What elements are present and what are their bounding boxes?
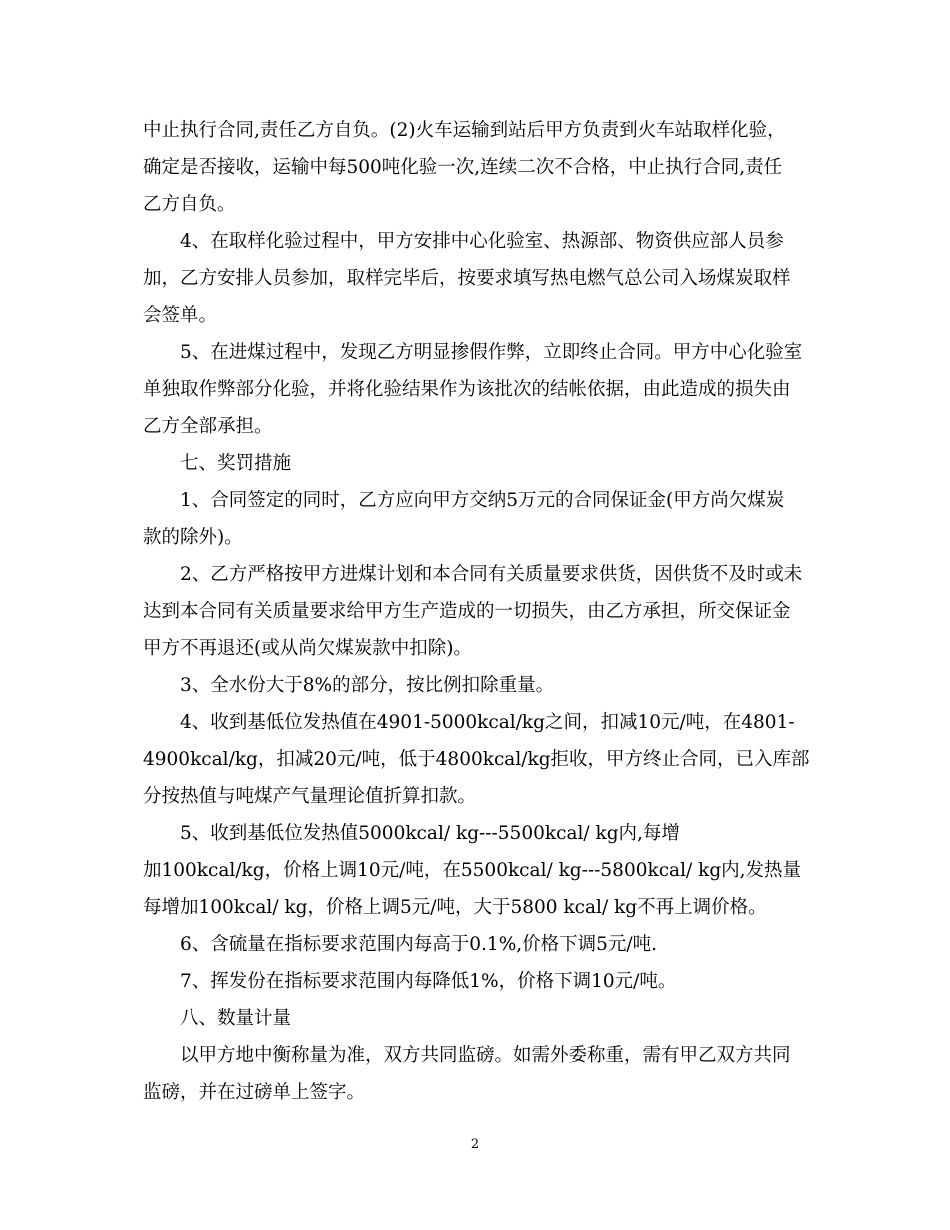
text-line: 达到本合同有关质量要求给甲方生产造成的一切损失，由乙方承担，所交保证金: [143, 601, 791, 622]
text-line: 单独取作弊部分化验，并将化验结果作为该批次的结帐依据，由此造成的损失由: [143, 379, 791, 400]
text-line: 中止执行合同,责任乙方自负。(2)火车运输到站后甲方负责到火车站取样化验，: [143, 120, 786, 141]
text-line: 5、在进煤过程中，发现乙方明显掺假作弊，立即终止合同。甲方中心化验室: [180, 342, 803, 363]
text-line: 以甲方地中衡称量为准，双方共同监磅。如需外委称重，需有甲乙双方共同: [180, 1045, 791, 1066]
text-line: 七、奖罚措施: [180, 453, 292, 474]
text-line: 确定是否接收，运输中每500吨化验一次,连续二次不合格，中止执行合同,责任: [143, 157, 783, 178]
text-line: 3、全水份大于8%的部分，按比例扣除重量。: [180, 675, 555, 696]
text-line: 乙方全部承担。: [143, 416, 273, 437]
text-line: 款的除外)。: [143, 527, 243, 548]
text-line: 4、收到基低位发热值在4901-5000kcal/kg之间，扣减10元/吨，在4801-: [180, 712, 795, 733]
text-line: 6、含硫量在指标要求范围内每高于0.1%,价格下调5元/吨.: [180, 934, 658, 955]
text-line: 2、乙方严格按甲方进煤计划和本合同有关质量要求供货，因供货不及时或未: [180, 564, 803, 585]
text-line: 会签单。: [143, 305, 218, 326]
text-line: 八、数量计量: [180, 1008, 292, 1029]
text-line: 5、收到基低位发热值5000kcal/ kg---5500kcal/ kg内,每增: [180, 823, 680, 844]
text-line: 4、在取样化验过程中，甲方安排中心化验室、热源部、物资供应部人员参: [180, 231, 784, 252]
text-line: 每增加100kcal/ kg，价格上调5元/吨，大于5800 kcal/ kg不再上调价格。: [143, 897, 767, 918]
text-line: 1、合同签定的同时，乙方应向甲方交纳5万元的合同保证金(甲方尚欠煤炭: [180, 490, 785, 511]
document-body: [143, 112, 808, 1111]
text-line: 乙方自负。: [143, 194, 236, 215]
text-line: 加，乙方安排人员参加，取样完毕后，按要求填写热电燃气总公司入场煤炭取样: [143, 268, 791, 289]
page-number: 2: [470, 1137, 480, 1152]
text-line: 分按热值与吨煤产气量理论值折算扣款。: [143, 786, 477, 807]
text-line: 甲方不再退还(或从尚欠煤炭款中扣除)。: [143, 638, 472, 659]
text-line: 7、挥发份在指标要求范围内每降低1%，价格下调10元/吨。: [180, 971, 677, 992]
text-line: 监磅，并在过磅单上签字。: [143, 1082, 366, 1103]
text-line: 加100kcal/kg，价格上调10元/吨，在5500kcal/ kg---5800kcal/ kg内,发热量: [143, 860, 802, 881]
text-line: 4900kcal/kg，扣减20元/吨，低于4800kcal/kg拒收，甲方终止合同，已入库部: [143, 749, 810, 770]
